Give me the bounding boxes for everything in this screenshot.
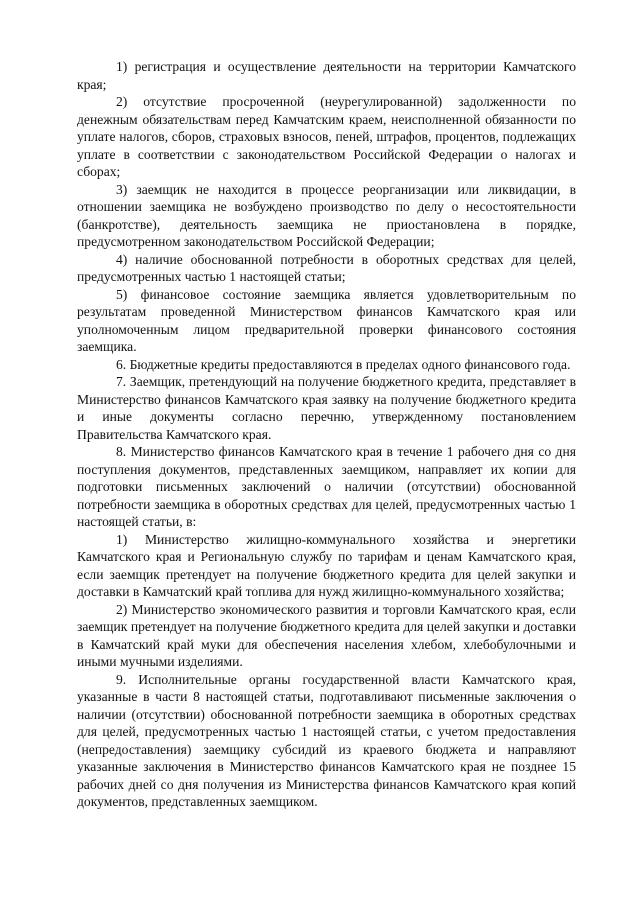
paragraph-part-8-item-1: 1) Министерство жилищно-коммунального хозяйства и энергетики Камчатского края и Региональную службу по тарифам и ценам Камчатского края, если заемщик претендует на получение бюджетного кредита для целей закупки и доставки в Камчатский край топлива для нужд жилищно-коммунального хозяйства; (77, 531, 576, 599)
paragraph-criterion-2: 2) отсутствие просроченной (неурегулированной) задолженности по денежным обязательствам перед Камчатским краем, неисполненной обязанности по уплате налогов, сборов, страховых взносов, пеней, штрафов, процентов, подлежащих уплате в соответствии с законодательством Российской Федерации о налогах и сборах; (77, 94, 576, 179)
paragraph-part-7: 7. Заемщик, претендующий на получение бюджетного кредита, представляет в Министерство финансов Камчатского края заявку на получение бюджетного кредита и иные документы согласно перечню, утвержденному постановлением Правительства Камчатского края. (77, 374, 576, 442)
paragraph-criterion-3: 3) заемщик не находится в процессе реорганизации или ликвидации, в отношении заемщика не возбуждено производство по делу о несостоятельности (банкротстве), деятельность заемщика не приостановлена в порядке, предусмотренном законодательством Российской Федерации; (77, 181, 576, 249)
paragraph-part-8-item-2: 2) Министерство экономического развития и торговли Камчатского края, если заемщик претендует на получение бюджетного кредита для целей закупки и доставки в Камчатский край муки для обеспечения населения хлебом, хлебобулочными и иными мучными изделиями. (77, 601, 576, 669)
paragraph-part-6: 6. Бюджетные кредиты предоставляются в пределах одного финансового года. (116, 356, 571, 372)
paragraph-part-9: 9. Исполнительные органы государственной власти Камчатского края, указанные в части 8 настоящей статьи, подготавливают письменные заключения о наличии (отсутствии) обоснованной потребности заемщика в оборотных средствах для целей, предусмотренных частью 1 настоящей статьи, с учетом предоставления (непредоставления) заемщику субсидий из краевого бюджета и направляют указанные заключения в Министерство финансов Камчатского края не позднее 15 рабочих дней со дня получения из Министерства финансов Камчатского края копий документов, представленных заемщиком. (77, 671, 576, 809)
paragraph-criterion-1: 1) регистрация и осуществление деятельности на территории Камчатского края; (77, 59, 576, 92)
paragraph-part-8: 8. Министерство финансов Камчатского края в течение 1 рабочего дня со дня поступления документов, представленных заемщиком, направляет их копии для подготовки письменных заключений о наличии (отсутствии) обоснованной потребности заемщика в оборотных средствах для целей, предусмотренных частью 1 настоящей статьи, в: (77, 444, 576, 529)
paragraph-criterion-5: 5) финансовое состояние заемщика является удовлетворительным по результатам проведенной Министерством финансов Камчатского края или уполномоченным лицом предварительной проверки финансового состояния заемщика. (77, 286, 576, 354)
paragraph-criterion-4: 4) наличие обоснованной потребности в оборотных средствах для целей, предусмотренных частью 1 настоящей статьи; (77, 251, 576, 284)
